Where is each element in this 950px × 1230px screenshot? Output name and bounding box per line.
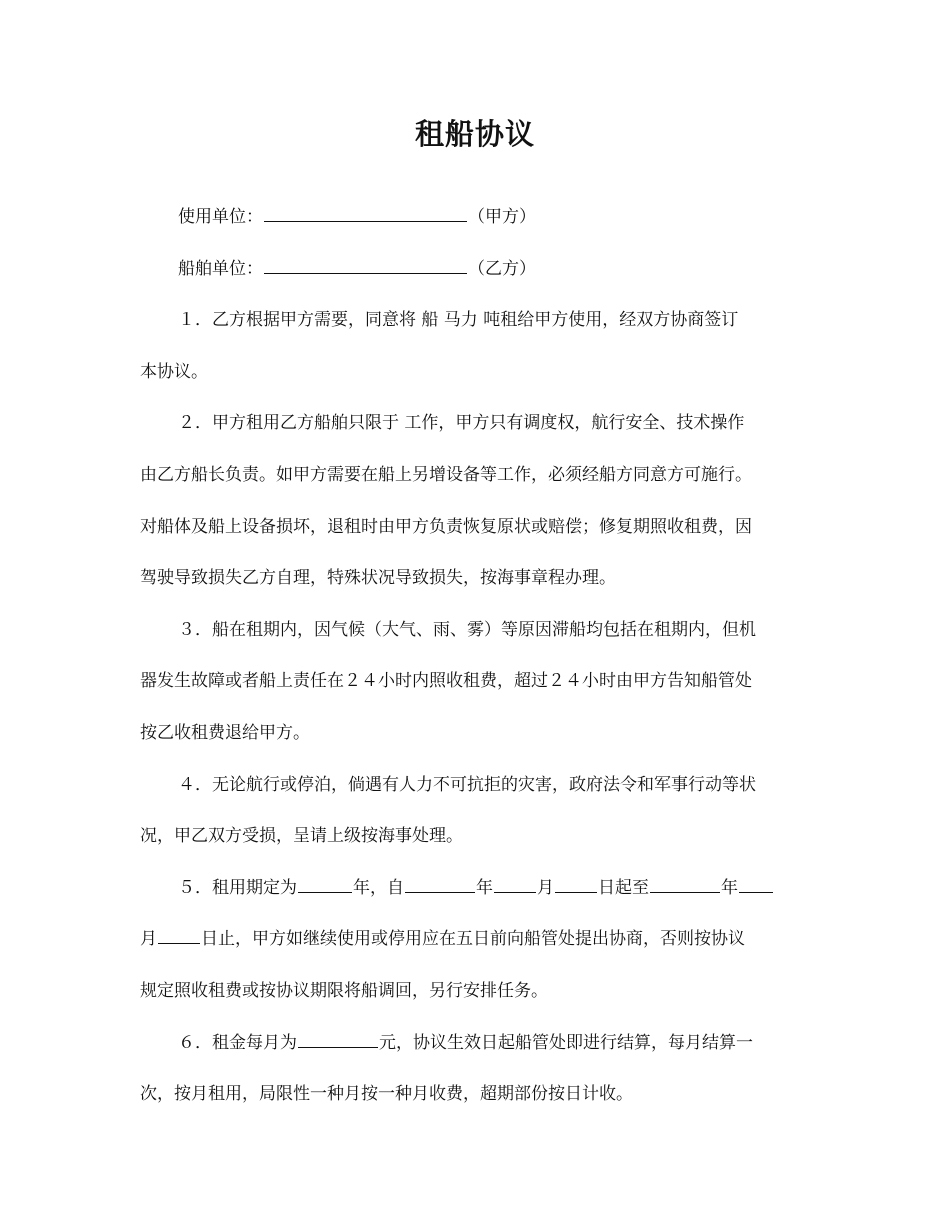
clause-3-line-1: ３．船在租期内，因气候（大气、雨、雾）等原因滞船均包括在租期内，但机 — [178, 619, 756, 640]
document-title: 租船协议 — [414, 117, 535, 151]
clause-5-text-6: 年 — [721, 877, 738, 898]
clause-5-line-2 — [140, 914, 812, 966]
clause-1-line-1: １．乙方根据甲方需要，同意将 船 马力 吨租给甲方使用，经双方协商签订 — [178, 310, 739, 331]
clause-5-text-1: ５．租用期定为 — [178, 877, 297, 898]
lease-years-blank[interactable] — [298, 874, 352, 893]
party-b-line — [140, 244, 812, 296]
end-month-blank-part-1[interactable] — [739, 874, 773, 893]
clause-3-line-2: 器发生故障或者船上责任在２４小时内照收租费，超过２４小时由甲方告知船管处 — [140, 671, 752, 692]
clause-5-text-5: 日起至 — [598, 877, 649, 898]
party-a-line — [140, 192, 812, 244]
clause-5-text-3: 年 — [476, 877, 493, 898]
clause-4-line-2: 况，甲乙双方受损，呈请上级按海事处理。 — [140, 826, 463, 847]
clause-6-text-1: ６．租金每月为 — [178, 1032, 297, 1053]
document-body — [140, 192, 812, 1121]
clause-4-line-1: ４．无论航行或停泊，倘遇有人力不可抗拒的灾害，政府法令和军事行动等状 — [178, 774, 756, 795]
clause-6-line-1 — [140, 1018, 812, 1070]
party-a-blank[interactable] — [264, 203, 467, 222]
start-month-blank[interactable] — [494, 874, 536, 893]
start-year-blank[interactable] — [405, 874, 475, 893]
clause-5-text-7: 月 — [140, 929, 157, 950]
clause-2-line-2: 由乙方船长负责。如甲方需要在船上另增设备等工作，必须经船方同意方可施行。 — [140, 464, 752, 485]
clause-2-line-4: 驾驶导致损失乙方自理，特殊状况导致损失，按海事章程办理。 — [140, 568, 616, 589]
party-a-label: 使用单位： — [178, 207, 263, 227]
clause-6-line-2: 次，按月租用，局限性一种月按一种月收费，超期部份按日计收。 — [140, 1084, 633, 1105]
clause-5-text-4: 月 — [537, 877, 554, 898]
clause-5-text-8: 日止，甲方如继续使用或停用应在五日前向船管处提出协商，否则按协议 — [201, 929, 745, 950]
clause-2-line-3: 对船体及船上设备损坏，退租时由甲方负责恢复原状或赔偿；修复期照收租费，因 — [140, 516, 752, 537]
monthly-rent-blank[interactable] — [298, 1029, 378, 1048]
clause-5-line-3: 规定照收租费或按协议期限将船调回，另行安排任务。 — [140, 980, 548, 1001]
clause-3-line-3: 按乙收租费退给甲方。 — [140, 722, 310, 743]
party-a-suffix: （甲方） — [468, 207, 536, 227]
party-b-blank[interactable] — [264, 255, 467, 274]
party-b-label: 船舶单位： — [178, 258, 263, 279]
clause-1-line-2: 本协议。 — [140, 361, 208, 382]
party-b-suffix: （乙方） — [468, 258, 536, 279]
start-day-blank[interactable] — [555, 874, 597, 893]
end-day-blank[interactable] — [158, 925, 200, 944]
clause-5-text-2: 年，自 — [353, 877, 404, 898]
end-year-blank[interactable] — [650, 874, 720, 893]
clause-6-text-2: 元，协议生效日起船管处即进行结算，每月结算一 — [379, 1032, 753, 1053]
clause-5-line-1 — [140, 863, 812, 915]
clause-2-line-1: ２．甲方租用乙方船舶只限于 工作，甲方只有调度权，航行安全、技术操作 — [178, 413, 745, 434]
